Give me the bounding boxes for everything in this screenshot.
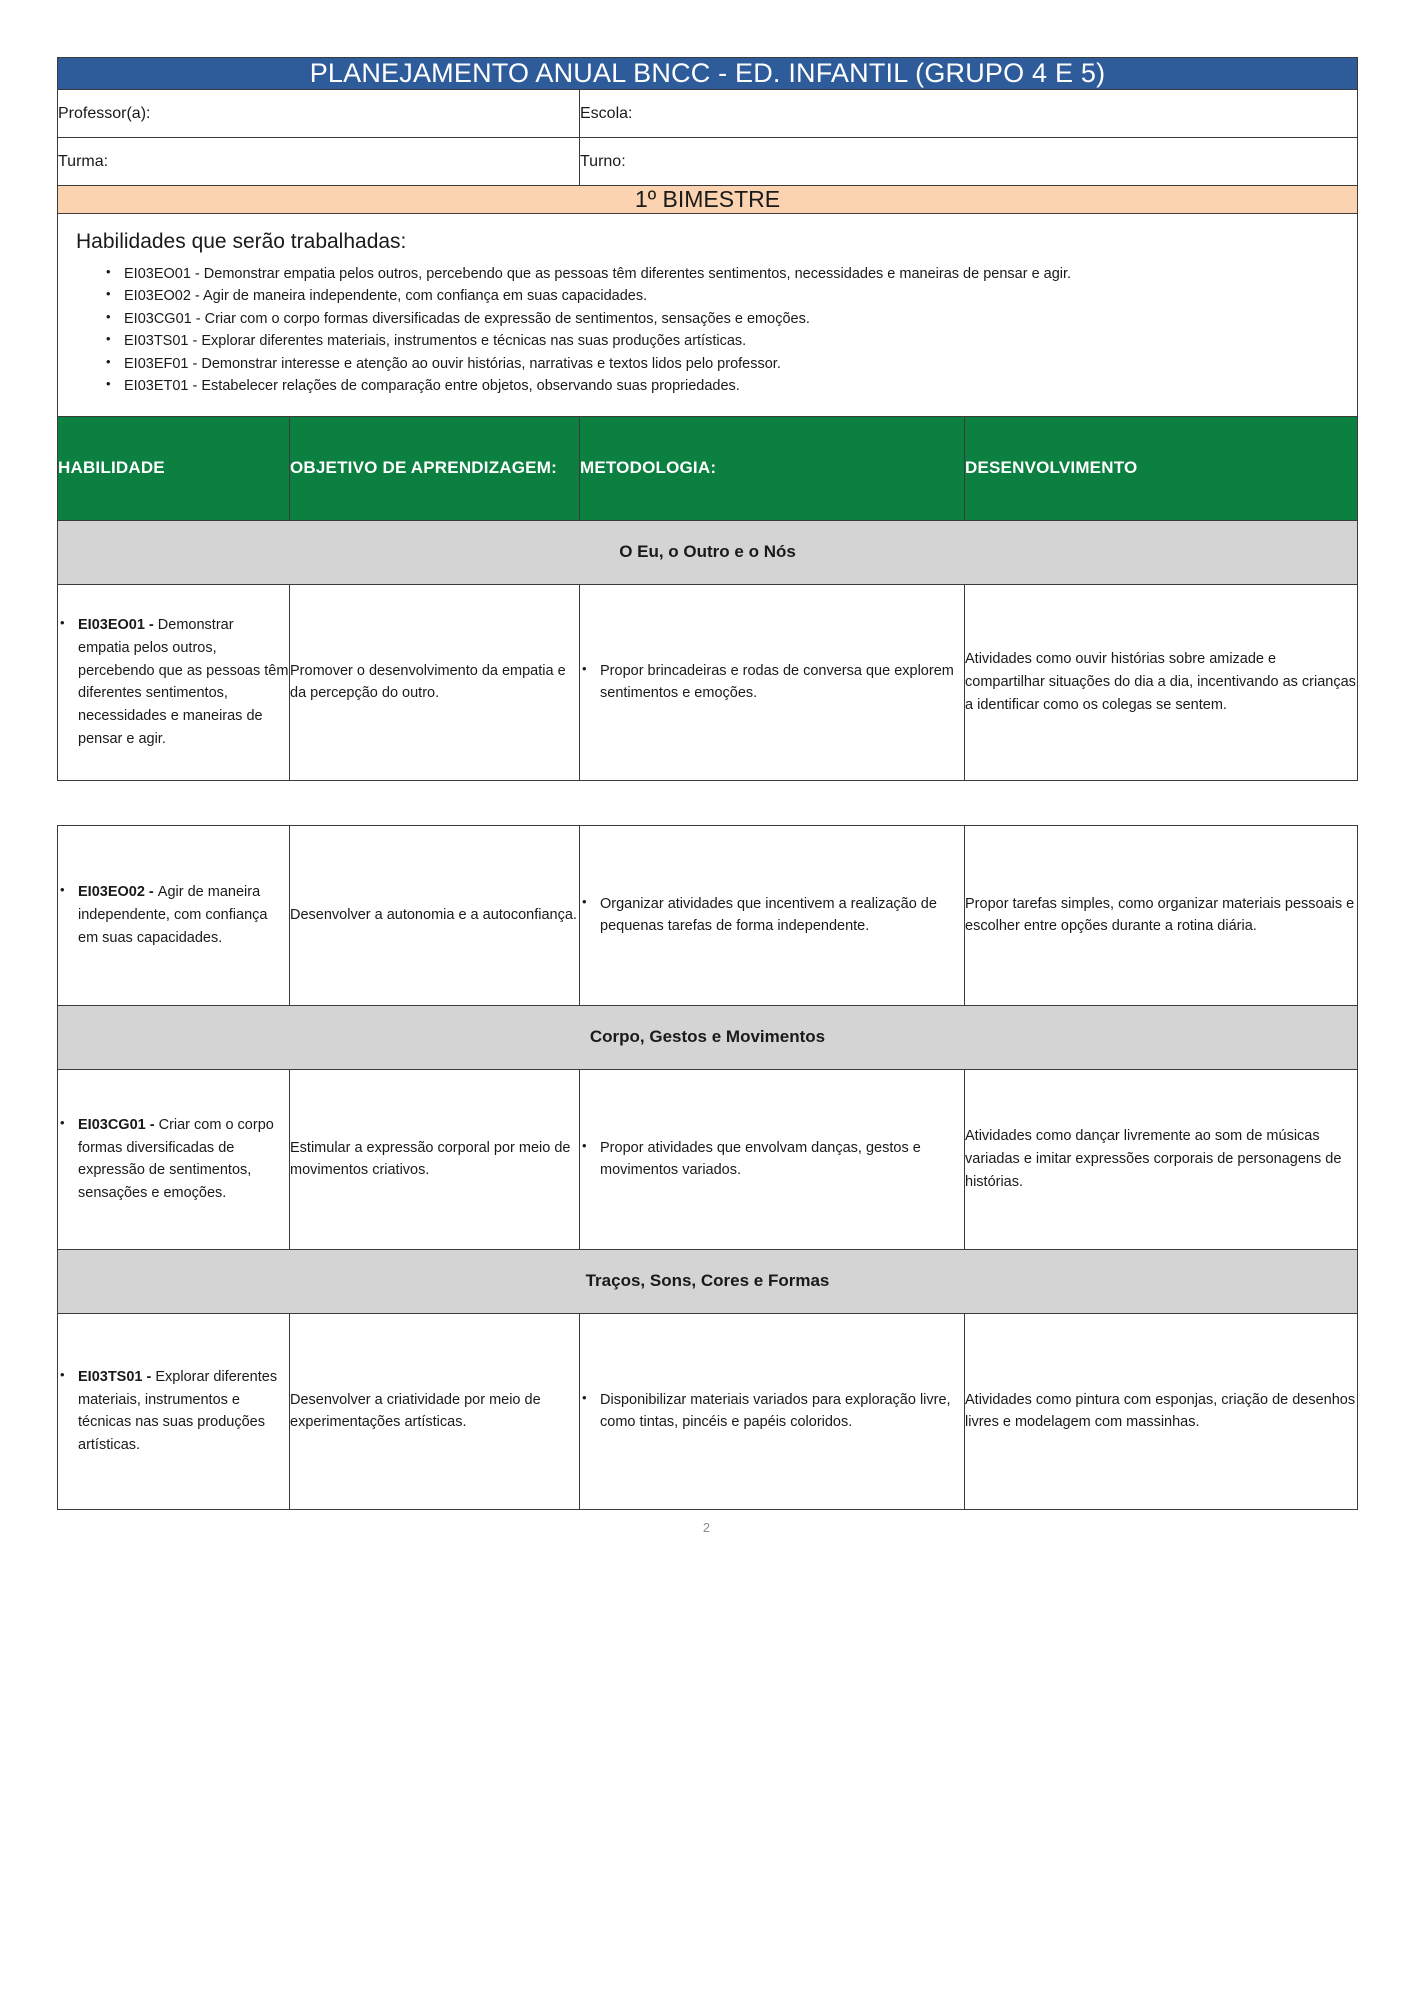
cell-desenvolvimento: Atividades como dançar livremente ao som de músicas variadas e imitar expressões corporais de personagens de histórias.	[965, 1069, 1358, 1249]
section-band-tracos-sons-cores-e-formas: Traços, Sons, Cores e Formas	[58, 1249, 1358, 1313]
habilidade-code: EI03EO01 -	[78, 617, 158, 634]
habilidade-code: EI03CG01 -	[78, 1117, 159, 1134]
cell-habilidade	[58, 1313, 290, 1509]
habilidade-code: EI03EO02 -	[78, 884, 158, 901]
identification-row-1	[58, 90, 1358, 138]
column-header-row	[58, 416, 1358, 520]
habilidade-item	[58, 1366, 289, 1456]
list-item: • EI03EO01 - Demonstrar empatia pelos outros, percebendo que as pessoas têm diferentes sentimentos, necessidades e maneiras de pensar e agir.	[106, 263, 1339, 285]
habilidade-item	[58, 881, 289, 949]
section-band-row	[58, 1249, 1358, 1313]
identification-row-2	[58, 138, 1358, 186]
escola-field[interactable]: Escola:	[580, 90, 1358, 138]
habilidade-text: Criar com o corpo formas diversificadas de expressão de sentimentos, sensações e emoções.	[78, 1117, 274, 1201]
page-number: 2	[702, 1519, 712, 1535]
column-header-metodologia: METODOLOGIA:	[580, 416, 965, 520]
habilidades-cell	[58, 214, 1358, 417]
cell-metodologia	[580, 825, 965, 1005]
list-item: • EI03ET01 - Estabelecer relações de comparação entre objetos, observando suas propriedades.	[106, 375, 1339, 397]
list-item: • EI03TS01 - Explorar diferentes materiais, instrumentos e técnicas nas suas produções artísticas.	[106, 330, 1339, 352]
metodologia-item: • Propor brincadeiras e rodas de conversa que explorem sentimentos e emoções.	[580, 660, 964, 705]
table-row	[58, 1069, 1358, 1249]
turno-field[interactable]: Turno:	[580, 138, 1358, 186]
table-row	[58, 825, 1358, 1005]
list-item: • EI03EF01 - Demonstrar interesse e atenção ao ouvir histórias, narrativas e textos lidos pelo professor.	[106, 353, 1339, 375]
list-item: • EI03CG01 - Criar com o corpo formas diversificadas de expressão de sentimentos, sensações e emoções.	[106, 308, 1339, 330]
habilidades-row	[58, 214, 1358, 417]
table-gap	[57, 781, 1357, 825]
table-row	[58, 1313, 1358, 1509]
turma-field[interactable]: Turma:	[58, 138, 580, 186]
column-header-objetivo: OBJETIVO DE APRENDIZAGEM:	[290, 416, 580, 520]
column-header-habilidade: HABILIDADE	[58, 416, 290, 520]
habilidade-text: Agir de maneira independente, com confiança em suas capacidades.	[78, 884, 268, 946]
cell-habilidade	[58, 825, 290, 1005]
metodologia-item: • Organizar atividades que incentivem a realização de pequenas tarefas de forma independente.	[580, 893, 964, 938]
cell-habilidade	[58, 584, 290, 780]
cell-metodologia	[580, 1313, 965, 1509]
habilidade-text: Explorar diferentes materiais, instrumentos e técnicas nas suas produções artísticas.	[78, 1369, 278, 1453]
metodologia-item: • Propor atividades que envolvam danças, gestos e movimentos variados.	[580, 1137, 964, 1182]
planning-table-bottom	[57, 825, 1358, 1510]
document-title: PLANEJAMENTO ANUAL BNCC - ED. INFANTIL (GRUPO 4 E 5)	[58, 58, 1358, 90]
section-band-corpo-gestos-e-movimentos: Corpo, Gestos e Movimentos	[58, 1005, 1358, 1069]
banner-row	[58, 58, 1358, 90]
cell-objetivo: Desenvolver a criatividade por meio de experimentações artísticas.	[290, 1313, 580, 1509]
section-band-o-eu-o-outro-e-o-nos: O Eu, o Outro e o Nós	[58, 520, 1358, 584]
cell-objetivo: Promover o desenvolvimento da empatia e da percepção do outro.	[290, 584, 580, 780]
cell-habilidade	[58, 1069, 290, 1249]
table-row	[58, 584, 1358, 780]
cell-desenvolvimento: Atividades como ouvir histórias sobre amizade e compartilhar situações do dia a dia, incentivando as crianças a identificar como os colegas se sentem.	[965, 584, 1358, 780]
cell-desenvolvimento: Propor tarefas simples, como organizar materiais pessoais e escolher entre opções durante a rotina diária.	[965, 825, 1358, 1005]
professor-field[interactable]: Professor(a):	[58, 90, 580, 138]
section-band-row	[58, 1005, 1358, 1069]
habilidade-code: EI03TS01 -	[78, 1369, 156, 1386]
bimestre-label: 1º BIMESTRE	[58, 186, 1358, 214]
habilidade-item	[58, 614, 289, 750]
habilidade-text: Demonstrar empatia pelos outros, percebendo que as pessoas têm diferentes sentimentos, necessidades e maneiras de pensar e agir.	[78, 617, 289, 747]
cell-metodologia	[580, 1069, 965, 1249]
cell-objetivo: Desenvolver a autonomia e a autoconfiança.	[290, 825, 580, 1005]
list-item: • EI03EO02 - Agir de maneira independente, com confiança em suas capacidades.	[106, 285, 1339, 307]
section-band-row	[58, 520, 1358, 584]
metodologia-item: • Disponibilizar materiais variados para exploração livre, como tintas, pincéis e papéis coloridos.	[580, 1389, 964, 1434]
column-header-desenvolvimento: DESENVOLVIMENTO	[965, 416, 1358, 520]
bimestre-row	[58, 186, 1358, 214]
planning-table-top	[57, 57, 1358, 781]
habilidades-list	[76, 263, 1339, 398]
habilidades-title: Habilidades que serão trabalhadas:	[76, 230, 407, 253]
cell-metodologia	[580, 584, 965, 780]
cell-objetivo: Estimular a expressão corporal por meio de movimentos criativos.	[290, 1069, 580, 1249]
habilidade-item	[58, 1114, 289, 1204]
cell-desenvolvimento: Atividades como pintura com esponjas, criação de desenhos livres e modelagem com massinhas.	[965, 1313, 1358, 1509]
